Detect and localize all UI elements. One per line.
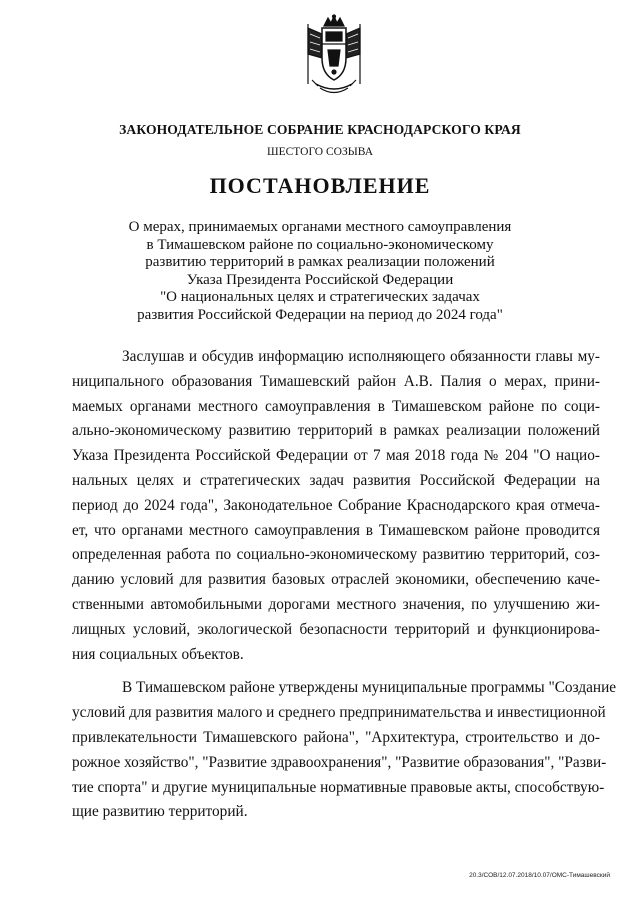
- body-line: Указа Президента Российской Федерации от 7 мая 2018 года № 204 "О нацио-: [72, 447, 600, 465]
- subject-line: Указа Президента Российской Федерации: [186, 271, 454, 288]
- body-line: ально-экономическому развитию территорий в рамках реализации положений: [72, 422, 600, 440]
- body-line: ственными автомобильными дорогами местного значения, по улучшению жи-: [72, 595, 600, 613]
- body-paragraph-1: [72, 345, 600, 667]
- subject-line: развития Российской Федерации на период до 2024 года": [137, 306, 503, 323]
- body-line: ния социальных объектов.: [72, 645, 244, 663]
- body-line: условий для развития малого и среднего предпринимательства и инвестиционной: [72, 704, 606, 722]
- coat-of-arms-icon: [302, 14, 366, 98]
- body-line: В Тимашевском районе утверждены муниципальные программы "Создание: [122, 679, 617, 697]
- body-line: маемых органами местного самоуправления в Тимашевском районе по соци-: [72, 397, 600, 415]
- subject-line: развитию территорий в рамках реализации положений: [145, 254, 495, 271]
- document-type-title: ПОСТАНОВЛЕНИЕ: [209, 173, 431, 198]
- document-code: 20.3/СОВ/12.07.2018/10.07/ОМС-Тимашевский: [469, 872, 610, 879]
- subject-line: в Тимашевском районе по социально-экономическому: [146, 236, 494, 253]
- body-line: данию условий для развития базовых отраслей экономики, обеспечению каче-: [72, 571, 600, 589]
- body-paragraph-2: [72, 676, 617, 825]
- body-line: период до 2024 года", Законодательное Собрание Краснодарского края отмеча-: [72, 496, 600, 514]
- resolution-body: [72, 345, 617, 825]
- body-line: привлекательности Тимашевского района", "Архитектура, строительство и до-: [72, 728, 600, 746]
- body-line: щие развитию территорий.: [72, 803, 248, 821]
- body-line: ниципального образования Тимашевский район А.В. Палия о мерах, прини-: [72, 372, 600, 390]
- body-line: тие спорта" и другие муниципальные нормативные правовые акты, способствую-: [72, 778, 605, 796]
- body-line: нальных целях и стратегических задач развития Российской Федерации на: [72, 471, 600, 489]
- subject-line: О мерах, принимаемых органами местного самоуправления: [128, 219, 512, 235]
- body-line: рожное хозяйство", "Развитие здравоохранения", "Развитие образования", "Разви-: [72, 753, 607, 771]
- organization-name: ЗАКОНОДАТЕЛЬНОЕ СОБРАНИЕ КРАСНОДАРСКОГО КРАЯ: [119, 122, 521, 137]
- subject-line: "О национальных целях и стратегических задачах: [160, 289, 480, 306]
- body-line: определенная работа по социально-экономическому развитию территорий, соз-: [72, 546, 600, 564]
- body-line: ет, что органами местного самоуправления в Тимашевском районе проводится: [72, 521, 600, 539]
- convocation-label: ШЕСТОГО СОЗЫВА: [266, 146, 374, 158]
- body-line: Заслушав и обсудив информацию исполняющего обязанности главы му-: [122, 348, 600, 365]
- resolution-subject: [60, 219, 580, 325]
- body-line: лищных условий, экологической безопасности территорий и функционирова-: [72, 620, 600, 638]
